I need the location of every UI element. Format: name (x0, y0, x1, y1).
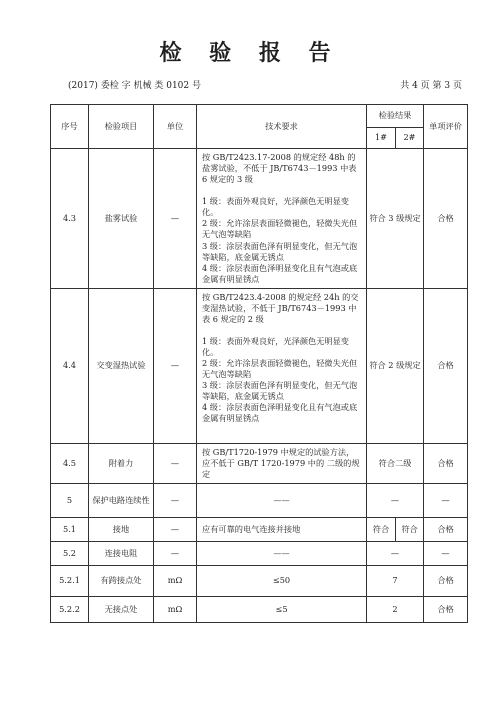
row-number: 5 (51, 483, 89, 517)
row-item: 盐雾试验 (89, 149, 154, 289)
row-result: 符合 3 级规定 (367, 149, 424, 289)
table-row (51, 596, 468, 622)
row-evaluation: 合格 (424, 565, 468, 596)
row-evaluation: 合格 (424, 596, 468, 622)
row-result: 符合二级 (367, 443, 424, 483)
table-row (51, 149, 468, 289)
row-evaluation: 合格 (424, 517, 468, 541)
table-row (51, 565, 468, 596)
row-requirement: —— (197, 541, 367, 565)
row-unit: — (154, 288, 197, 443)
row-result: — (367, 483, 424, 517)
row-evaluation: 合格 (424, 149, 468, 289)
header-result-1: 1# (367, 128, 396, 149)
page-title: 检 验 报 告 (159, 40, 341, 66)
row-result-2: 符合 (396, 517, 424, 541)
row-requirement: ≤50 (197, 565, 367, 596)
row-result-1: 符合 (367, 517, 396, 541)
row-requirement: 按 GB/T1720-1979 中规定的试验方法，应不低于 GB/T 1720-1979 中的 二级的规定 (197, 443, 367, 483)
row-unit: — (154, 541, 197, 565)
row-requirement: 按 GB/T2423.17-2008 的规定经 48h 的盐雾试验，不低于 JB/T6743－1993 中表 6 规定的 3 级 1 级：表面外观良好，光泽颜色无明显变化。 2 级：允许涂层表面轻微褪色，轻微失光但无气泡等缺陷 3 级：涂层表面色泽有明显变化，但无气泡等缺陷，底金属无锈点 4 级：涂层表面色泽明显变化且有气泡或底金属有明显锈点 (197, 149, 367, 289)
header-evaluation: 单项评价 (424, 105, 468, 149)
table-row (51, 443, 468, 483)
row-number: 5.2.2 (51, 596, 89, 622)
header-result-2: 2# (396, 128, 424, 149)
row-unit: mΩ (154, 565, 197, 596)
row-requirement: 按 GB/T2423.4-2008 的规定经 24h 的交变湿热试验，不低于 JB/T6743－1993 中表 6 规定的 2 级 1 级：表面外观良好，光泽颜色无明显变化。 2 级：允许涂层表面轻微褪色，轻微失光但无气泡等缺陷 3 级：涂层表面色泽有明显变化，但无气泡等缺陷，底金属无锈点 4 级：涂层表面色泽明显变化且有气泡或底金属有明显锈点 (197, 288, 367, 443)
header-requirement: 技术要求 (197, 105, 367, 149)
row-unit: — (154, 483, 197, 517)
header-result: 检验结果 (367, 105, 424, 128)
row-number: 4.5 (51, 443, 89, 483)
header-item: 检验项目 (89, 105, 154, 149)
row-result: 符合 2 级规定 (367, 288, 424, 443)
row-unit: mΩ (154, 596, 197, 622)
report-number: (2017) 委检 字 机械 类 0102 号 (68, 81, 201, 91)
row-result: 7 (367, 565, 424, 596)
row-item: 接地 (89, 517, 154, 541)
table-row (51, 541, 468, 565)
row-item: 交变湿热试验 (89, 288, 154, 443)
header-unit: 单位 (154, 105, 197, 149)
header-no: 序号 (51, 105, 89, 149)
row-unit: — (154, 517, 197, 541)
table-row (51, 483, 468, 517)
row-number: 5.2 (51, 541, 89, 565)
row-unit: — (154, 149, 197, 289)
row-item: 无接点处 (89, 596, 154, 622)
row-number: 4.3 (51, 149, 89, 289)
page-counter: 共 4 页 第 3 页 (400, 81, 462, 91)
header-row (51, 105, 468, 128)
row-item: 附着力 (89, 443, 154, 483)
row-evaluation: 合格 (424, 443, 468, 483)
table-row (51, 288, 468, 443)
row-evaluation: — (424, 483, 468, 517)
row-result: 2 (367, 596, 424, 622)
row-evaluation: — (424, 541, 468, 565)
row-evaluation: 合格 (424, 288, 468, 443)
row-number: 5.1 (51, 517, 89, 541)
row-item: 连接电阻 (89, 541, 154, 565)
row-result: — (367, 541, 424, 565)
inspection-table (50, 104, 468, 623)
row-item: 保护电路连续性 (89, 483, 154, 517)
row-number: 5.2.1 (51, 565, 89, 596)
table-row (51, 517, 468, 541)
row-unit: — (154, 443, 197, 483)
row-number: 4.4 (51, 288, 89, 443)
row-requirement: ≤5 (197, 596, 367, 622)
row-item: 有跨接点处 (89, 565, 154, 596)
row-requirement: 应有可靠的电气连接并接地 (197, 517, 367, 541)
row-requirement: —— (197, 483, 367, 517)
